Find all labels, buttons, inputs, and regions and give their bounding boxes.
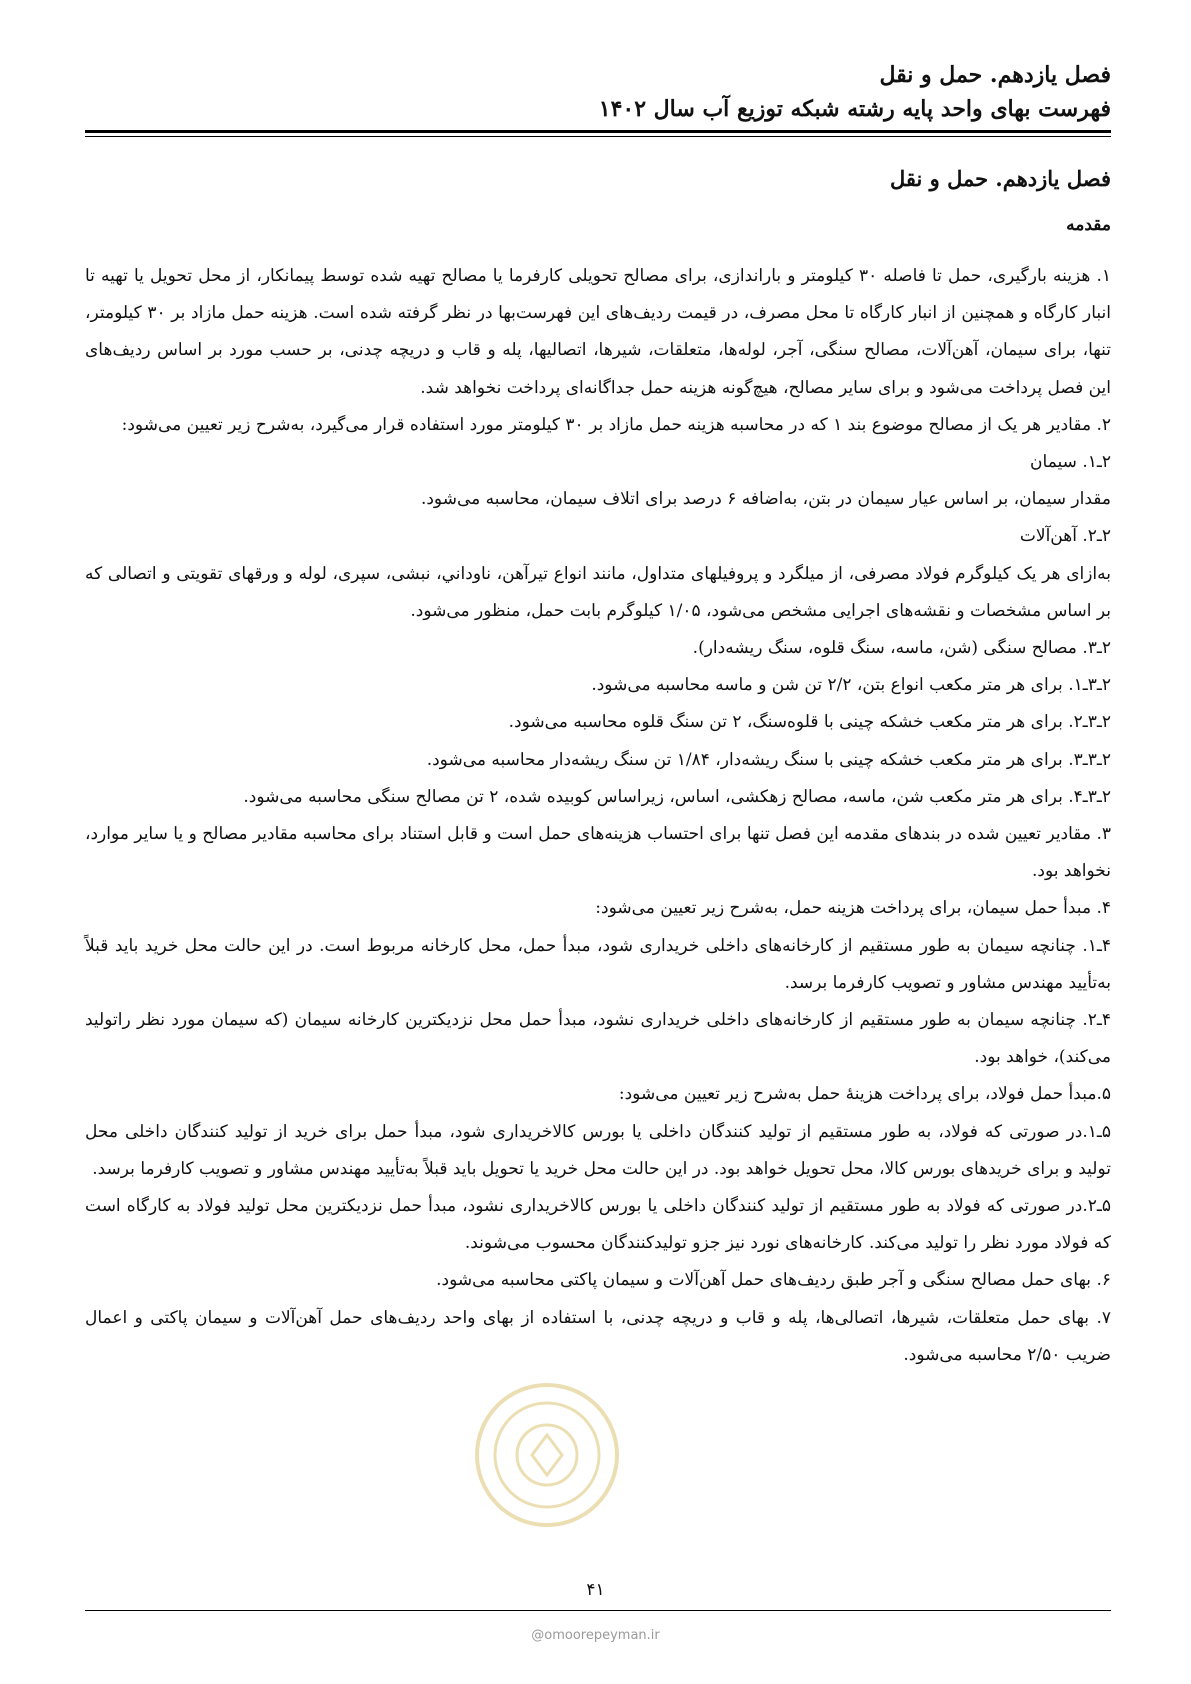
page-number: ۴۱ — [586, 1580, 605, 1600]
section-title: فصل یازدهم. حمل و نقل — [889, 166, 1111, 191]
page-header — [85, 58, 1111, 126]
item-2-1-title: ۲ـ۱. سیمان — [1030, 452, 1111, 473]
item-5-2: ۵ـ۲.در صورتی که فولاد به طور مستقیم از تولید کنندگان داخلی یا بورس کالاخریداری نشود، مبدأ حمل نزدیکترین محل تولید فولاد به کارگاه است که فولاد مورد نظر را تولید می‌کند. کارخانه‌های نورد نیز جزو تولیدکنندگان محسوب می‌شوند. — [85, 1196, 1111, 1254]
header-document-title: فهرست بهای واحد پایه رشته شبکه توزیع آب سال ۱۴۰۲ — [598, 96, 1111, 122]
item-5: ۵.مبدأ حمل فولاد، برای پرداخت هزینۀ حمل به‌شرح زیر تعیین می‌شود: — [618, 1084, 1111, 1105]
header-divider-thin — [85, 136, 1111, 137]
item-3: ۳. مقادیر تعیین شده در بندهای مقدمه این فصل تنها برای احتساب هزینه‌های حمل است و قابل استناد برای محاسبه مقادیر مصالح و یا سایر موارد، نخواهد بود. — [85, 824, 1111, 882]
item-2-3-4: ۲ـ۳ـ۴. برای هر متر مکعب شن، ماسه، مصالح زهکشی، اساس، زیراساس کوبیده شده، ۲ تن مصالح سنگی محاسبه می‌شود. — [243, 786, 1111, 807]
seal-icon — [472, 1380, 622, 1530]
item-2-3-title: ۲ـ۳. مصالح سنگی (شن، ماسه، سنگ قلوه، سنگ ریشه‌دار). — [692, 638, 1111, 659]
item-6: ۶. بهای حمل مصالح سنگی و آجر طبق ردیف‌های حمل آهن‌آلات و سیمان پاکتی محاسبه می‌شود. — [436, 1270, 1111, 1291]
item-7: ۷. بهای حمل متعلقات، شیرها، اتصالی‌ها، پله و قاب و دریچه چدنی، با استفاده از بهای واحد ردیف‌های حمل آهن‌آلات و سیمان پاکتی و اعمال ضریب ۲/۵۰ محاسبه می‌شود. — [85, 1307, 1111, 1365]
item-4: ۴. مبدأ حمل سیمان، برای پرداخت هزینه حمل، به‌شرح زیر تعیین می‌شود: — [595, 898, 1111, 919]
header-chapter-title: فصل یازدهم. حمل و نقل — [879, 62, 1111, 88]
item-2-3-3: ۲ـ۳ـ۳. برای هر متر مکعب خشکه چینی با سنگ ریشه‌دار، ۱/۸۴ تن سنگ ریشه‌دار محاسبه می‌شود. — [426, 749, 1111, 770]
item-2-3-1: ۲ـ۳ـ۱. برای هر متر مکعب انواع بتن، ۲/۲ تن شن و ماسه محاسبه می‌شود. — [591, 675, 1111, 696]
item-1: ۱. هزینه بارگیری، حمل تا فاصله ۳۰ کیلومتر و باراندازی، برای مصالح تحویلی کارفرما یا مصالح تهیه شده توسط پیمانکار، از محل تحویل یا تهیه تا انبار کارگاه و همچنین از انبار کارگاه تا محل مصرف، در قیمت ردیف‌های این فهرست‌بها در نظر گرفته شده است. هزینه حمل مازاد بر ۳۰ کیلومتر، تنها، برای سیمان، آهن‌آلات، مصالح سنگی، آجر، لوله‌ها، متعلقات، شیرها، اتصالیها، پله و قاب و دریچه چدنی، بر حسب مورد بر اساس ردیف‌های این فصل پرداخت می‌شود و برای سایر مصالح، هیچ‌گونه هزینه حمل جداگانه‌ای پرداخت نخواهد شد. — [85, 266, 1111, 398]
item-2-3-2: ۲ـ۳ـ۲. برای هر متر مکعب خشکه چینی با قلوه‌سنگ، ۲ تن سنگ قلوه محاسبه می‌شود. — [508, 712, 1111, 733]
header-divider-thick — [85, 130, 1111, 133]
item-2: ۲. مقادیر هر یک از مصالح موضوع بند ۱ که در محاسبه هزینه حمل مازاد بر ۳۰ کیلومتر مورد استفاده قرار می‌گیرد، به‌شرح زیر تعیین می‌شود: — [121, 414, 1111, 435]
intro-heading: مقدمه — [1066, 215, 1111, 235]
item-2-1-text: مقدار سیمان، بر اساس عیار سیمان در بتن، به‌اضافه ۶ درصد برای اتلاف سیمان، محاسبه می‌شود. — [420, 489, 1111, 510]
item-4-1: ۴ـ۱. چنانچه سیمان به طور مستقیم از کارخانه‌های داخلی خریداری شود، مبدأ حمل، محل کارخانه مربوط است. در این حالت محل خرید باید قبلاً به‌تأیید مهندس مشاور و تصویب کارفرما برسد. — [85, 935, 1111, 993]
page-body — [85, 162, 1111, 1374]
site-watermark-text: @omoorepeyman.ir — [531, 1628, 660, 1643]
item-2-2-title: ۲ـ۲. آهن‌آلات — [1019, 526, 1111, 547]
item-5-1: ۵ـ۱.در صورتی که فولاد، به طور مستقیم از تولید کنندگان داخلی یا بورس کالاخریداری شود، مبدأ حمل برای خرید از تولید کنندگان داخلی محل تولید و برای خریدهای بورس کالا، محل تحویل خواهد بود. در این حالت محل خرید یا تحویل باید قبلاً به‌تأیید مهندس مشاور و تصویب کارفرما برسد. — [85, 1121, 1111, 1179]
footer-divider — [85, 1610, 1111, 1611]
item-4-2: ۴ـ۲. چنانچه سیمان به طور مستقیم از کارخانه‌های داخلی خریداری نشود، مبدأ حمل محل نزدیکترین کارخانه سیمان (که سیمان مورد نظر راتولید می‌کند)، خواهد بود. — [85, 1010, 1111, 1068]
item-2-2-text: به‌ازای هر یک کیلوگرم فولاد مصرفی، از میلگرد و پروفیلهای متداول، مانند انواع تیرآهن، ناوداني، نبشی، سپری، لوله و ورقهای تقویتی و اتصالی که بر اساس مشخصات و نقشه‌های اجرایی مشخص می‌شود، ۱/۰۵ کیلوگرم بابت حمل، منظور می‌شود. — [85, 563, 1111, 621]
